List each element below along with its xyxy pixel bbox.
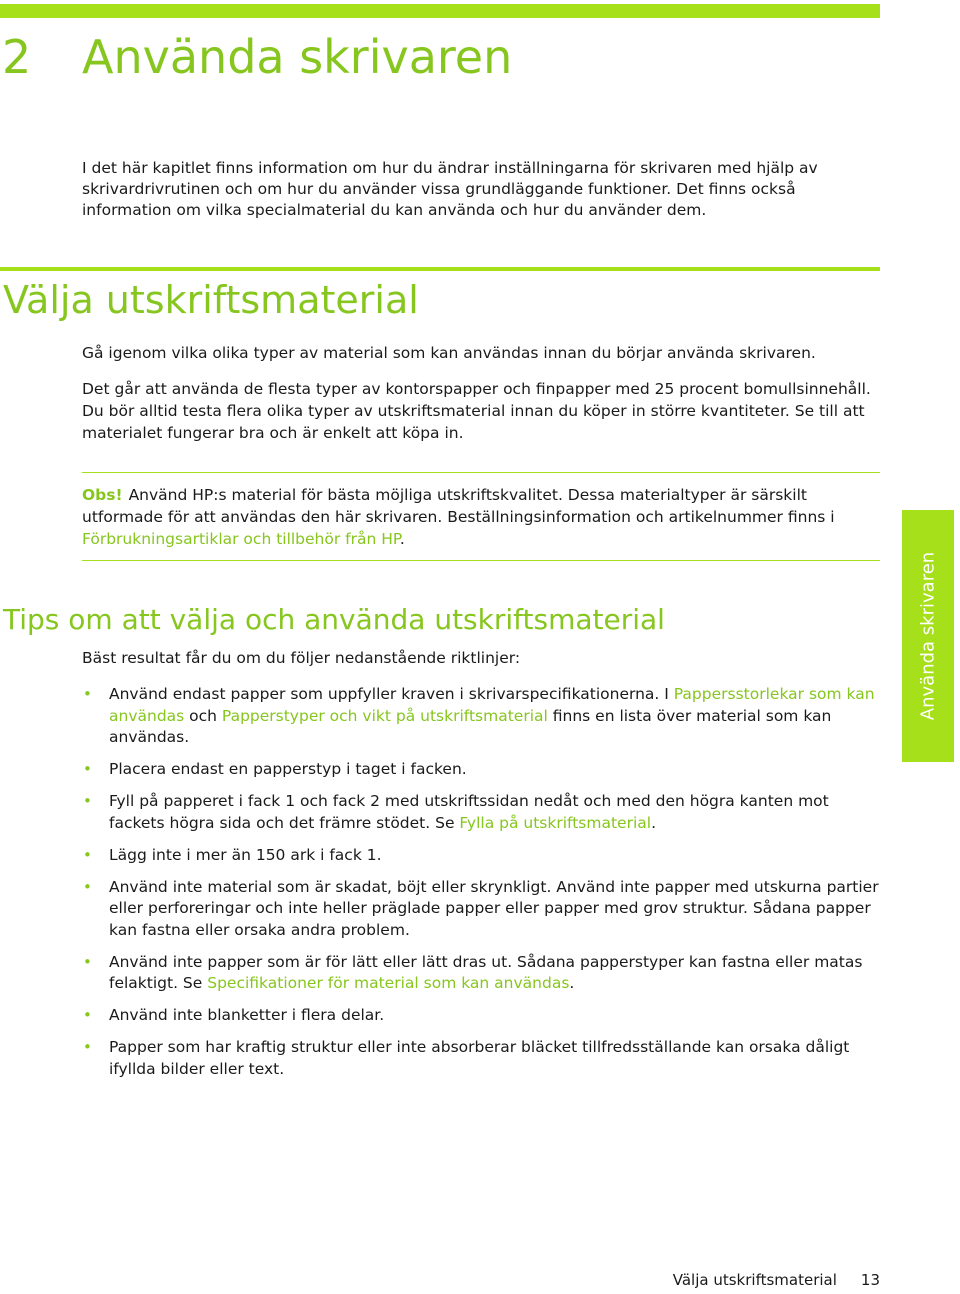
section-title: Välja utskriftsmaterial <box>3 278 419 322</box>
bullet-icon: • <box>83 685 92 703</box>
list-item <box>82 1037 882 1080</box>
list-item-link[interactable]: Specifikationer för material som kan användas <box>207 974 570 992</box>
chapter-title-text: Använda skrivaren <box>82 30 513 84</box>
page-number: 13 <box>860 1271 880 1289</box>
note-text: Använd HP:s material för bästa möjliga utskriftskvalitet. Dessa materialtyper är särskilt utformade för att användas den här skrivaren. Beställningsinformation och artikelnummer finns i <box>82 486 835 526</box>
list-item-text: Använd endast papper som uppfyller kraven i skrivarspecifikationerna. I <box>109 685 674 703</box>
list-item-text: Lägg inte i mer än 150 ark i fack 1. <box>109 845 382 864</box>
intro-paragraph: I det här kapitlet finns information om hur du ändrar inställningarna för skrivaren med hjälp av skrivardrivrutinen och om hur du använder vissa grundläggande funktioner. Det finns också information om vilka specialmaterial du kan använda och hur du använder dem. <box>82 159 818 219</box>
section-paragraph-1: Gå igenom vilka olika typer av material som kan användas innan du börjar använda skrivaren. <box>82 344 816 362</box>
list-item-text: . <box>569 974 575 992</box>
bullet-icon: • <box>83 760 92 778</box>
section-paragraph-2: Det går att använda de flesta typer av kontorspapper och finpapper med 25 procent bomullsinnehåll. Du bör alltid testa flera olika typer av utskriftsmaterial innan du köper in större kvantiteter. Se till att materialet fungerar bra och är enkelt att köpa in. <box>82 380 871 442</box>
bullet-icon: • <box>83 1006 92 1024</box>
bullet-icon: • <box>83 1038 92 1056</box>
list-item-link[interactable]: Pappersstorlekar som kan användas <box>109 685 875 725</box>
footer-section: Välja utskriftsmaterial <box>672 1271 837 1289</box>
list-item <box>82 759 882 781</box>
bullet-icon: • <box>83 952 92 971</box>
top-accent-bar <box>0 4 880 18</box>
chapter-title <box>2 30 512 84</box>
list-item <box>82 845 882 867</box>
page-footer <box>673 1271 880 1289</box>
note-label: Obs! <box>82 486 123 504</box>
bullet-icon: • <box>83 877 92 896</box>
tips-lead: Bäst resultat får du om du följer nedanstående riktlinjer: <box>82 649 521 667</box>
tips-list <box>82 684 882 1091</box>
list-item-text: Använd inte papper som är för lätt eller lätt dras ut. Sådana papperstyper kan fastna eller matas felaktigt. Se <box>109 952 863 992</box>
list-item-text: Använd inte material som är skadat, böjt eller skrynkligt. Använd inte papper med utskurna partier eller perforeringar och inte heller präglade papper eller papper med grov struktur. Sådana papper kan fastna eller orsaka andra problem. <box>109 877 879 939</box>
list-item-text: Papper som har kraftig struktur eller inte absorberar bläcket tillfredsställande kan orsaka dåligt ifyllda bilder eller text. <box>109 1038 850 1078</box>
note-bottom-rule <box>82 560 880 561</box>
list-item-text: Använd inte blanketter i flera delar. <box>109 1006 385 1024</box>
list-item-text: finns en lista över material som kan användas. <box>109 706 832 746</box>
side-tab-label: Använda skrivaren <box>917 551 939 721</box>
list-item-text: Placera endast en papperstyp i taget i facken. <box>109 760 467 778</box>
chapter-number: 2 <box>2 30 32 84</box>
section-divider <box>0 267 880 271</box>
note-box <box>82 484 877 550</box>
list-item-link[interactable]: Fylla på utskriftsmaterial <box>459 813 652 832</box>
list-item <box>82 1005 882 1027</box>
list-item-link[interactable]: Papperstyper och vikt på utskriftsmaterial <box>221 706 548 725</box>
bullet-icon: • <box>83 792 92 810</box>
note-top-rule <box>82 472 880 473</box>
list-item <box>82 684 882 749</box>
list-item <box>82 877 882 942</box>
subsection-title: Tips om att välja och använda utskriftsmaterial <box>3 603 665 636</box>
list-item-text: och <box>184 706 222 725</box>
list-item-text: Fyll på papperet i fack 1 och fack 2 med utskriftssidan nedåt och med den högra kanten mot fackets högra sida och det främre stödet. Se <box>109 792 829 832</box>
list-item <box>82 952 882 995</box>
bullet-icon: • <box>83 845 92 864</box>
note-link[interactable]: Förbrukningsartiklar och tillbehör från HP <box>82 530 400 548</box>
list-item-text: . <box>651 813 656 832</box>
note-end: . <box>399 530 405 548</box>
list-item <box>82 791 882 834</box>
